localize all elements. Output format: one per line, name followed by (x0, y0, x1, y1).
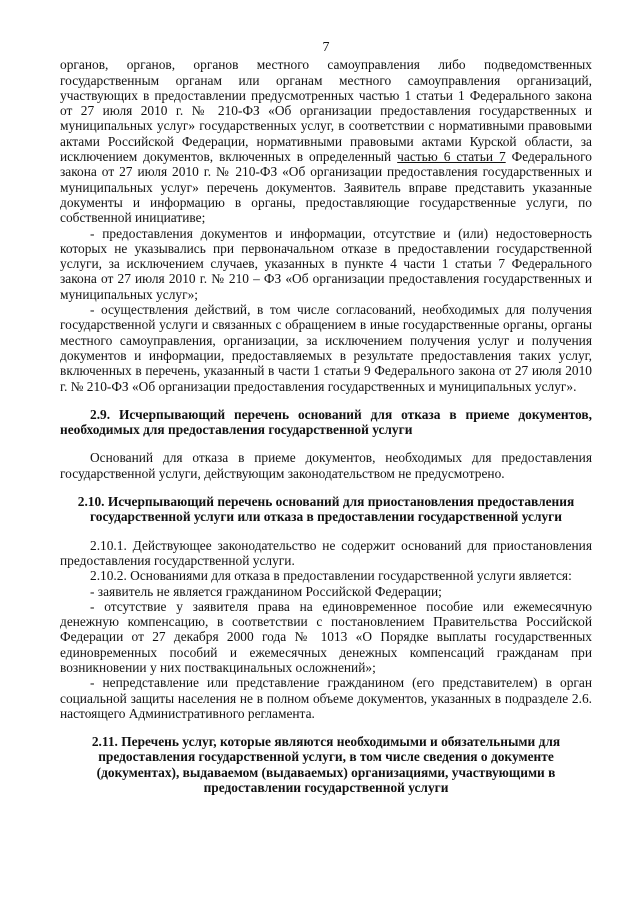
list-item-documents: - предоставления документов и информации, отсутствие и (или) недостоверность которых не указывались при первоначальном отказе в предоставлении государственной услуги, за исключением случаев, указанных в пункте 4 части 1 статьи 7 Федерального закона от 27 июля 2010 г. № 210 – ФЗ «Об организации предоставления государственных и муниципальных услуг»; (60, 225, 592, 302)
section-heading-2-11: 2.11. Перечень услуг, которые являются необходимыми и обязательными для предоставления государственной услуги, в том числе сведения о документе (документах), выдаваемом (выдаваемых) организациями, участвующими в предоставлении государственной услуги (91, 734, 561, 796)
refusal-reason-no-right: - отсутствие у заявителя права на единовременное пособие или ежемесячную денежную компенсацию, в соответствии с постановлением Правительства Российской Федерации от 27 декабря 2000 года № 1013 «О Порядке выплаты государственных единовременных пособий и ежемесячных денежных компенсаций гражданам при возникновении у них поствакцинальных осложнений»; (60, 598, 592, 675)
document-page (60, 40, 592, 808)
law-reference-link[interactable]: частью 6 статьи 7 (397, 149, 506, 165)
page-number: 7 (322, 40, 330, 55)
list-item-actions: - осуществления действий, в том числе согласований, необходимых для получения государственной услуги и связанных с обращением в иные государственные органы, органы местного самоуправления, организации, за исключением получения услуг и получения документов и информации, предоставляемых в результате предоставления таких услуг, включенных в перечень, указанный в части 1 статьи 9 Федерального закона от 27 июля 2010 г. № 210-ФЗ «Об организации предоставления государственных и муниципальных услуг». (60, 302, 592, 394)
section-heading-2-9: 2.9. Исчерпывающий перечень оснований для отказа в приеме документов, необходимых для предоставления государственной услуги (60, 406, 592, 438)
clause-2-10-2: 2.10.2. Основаниями для отказа в предоставлении государственной услуги является: (90, 568, 572, 584)
paragraph-text: органов, органов, органов местного самоуправления либо подведомственных государственным органам или органам местного самоуправления организаций, участвующих в предоставлении предусмотренных частью 1 статьи 1 Федерального закона от 27 июля 2010 г. № 210-ФЗ «Об организации предоставления государственных и муниципальных услуг» государственных услуг, в соответствии с нормативными правовыми актами Российской Федерации, нормативными правовыми актами Курской области, за исключением документов, включенных в определенный (60, 57, 592, 165)
refusal-reason-citizenship: - заявитель не является гражданином Российской Федерации; (90, 583, 442, 599)
clause-2-10-1: 2.10.1. Действующее законодательство не содержит оснований для приостановления предоставления государственной услуги. (60, 537, 592, 568)
section-2-9-text: Оснований для отказа в приеме документов, необходимых для предоставления государственной услуги, действующим законодательством не предусмотрено. (60, 450, 592, 481)
paragraph-text-cont: Федерального закона от 27 июля 2010 г. № 210-ФЗ «Об организации предоставления государственных и муниципальных услуг» перечень документов. Заявитель вправе представить указанные документы и информацию в органы, предоставляющие государственные услуги, по собственной инициативе; (60, 149, 593, 226)
paragraph-continuation (60, 57, 592, 225)
refusal-reason-documents: - непредставление или представление гражданином (его представителем) в орган социальной защиты населения не в полном объеме документов, указанных в подразделе 2.6. настоящего Административного регламента. (60, 675, 592, 721)
section-heading-2-10: 2.10. Исчерпывающий перечень оснований для приостановления предоставления государственной услуги или отказа в предоставлении государственной услуги (77, 494, 575, 525)
